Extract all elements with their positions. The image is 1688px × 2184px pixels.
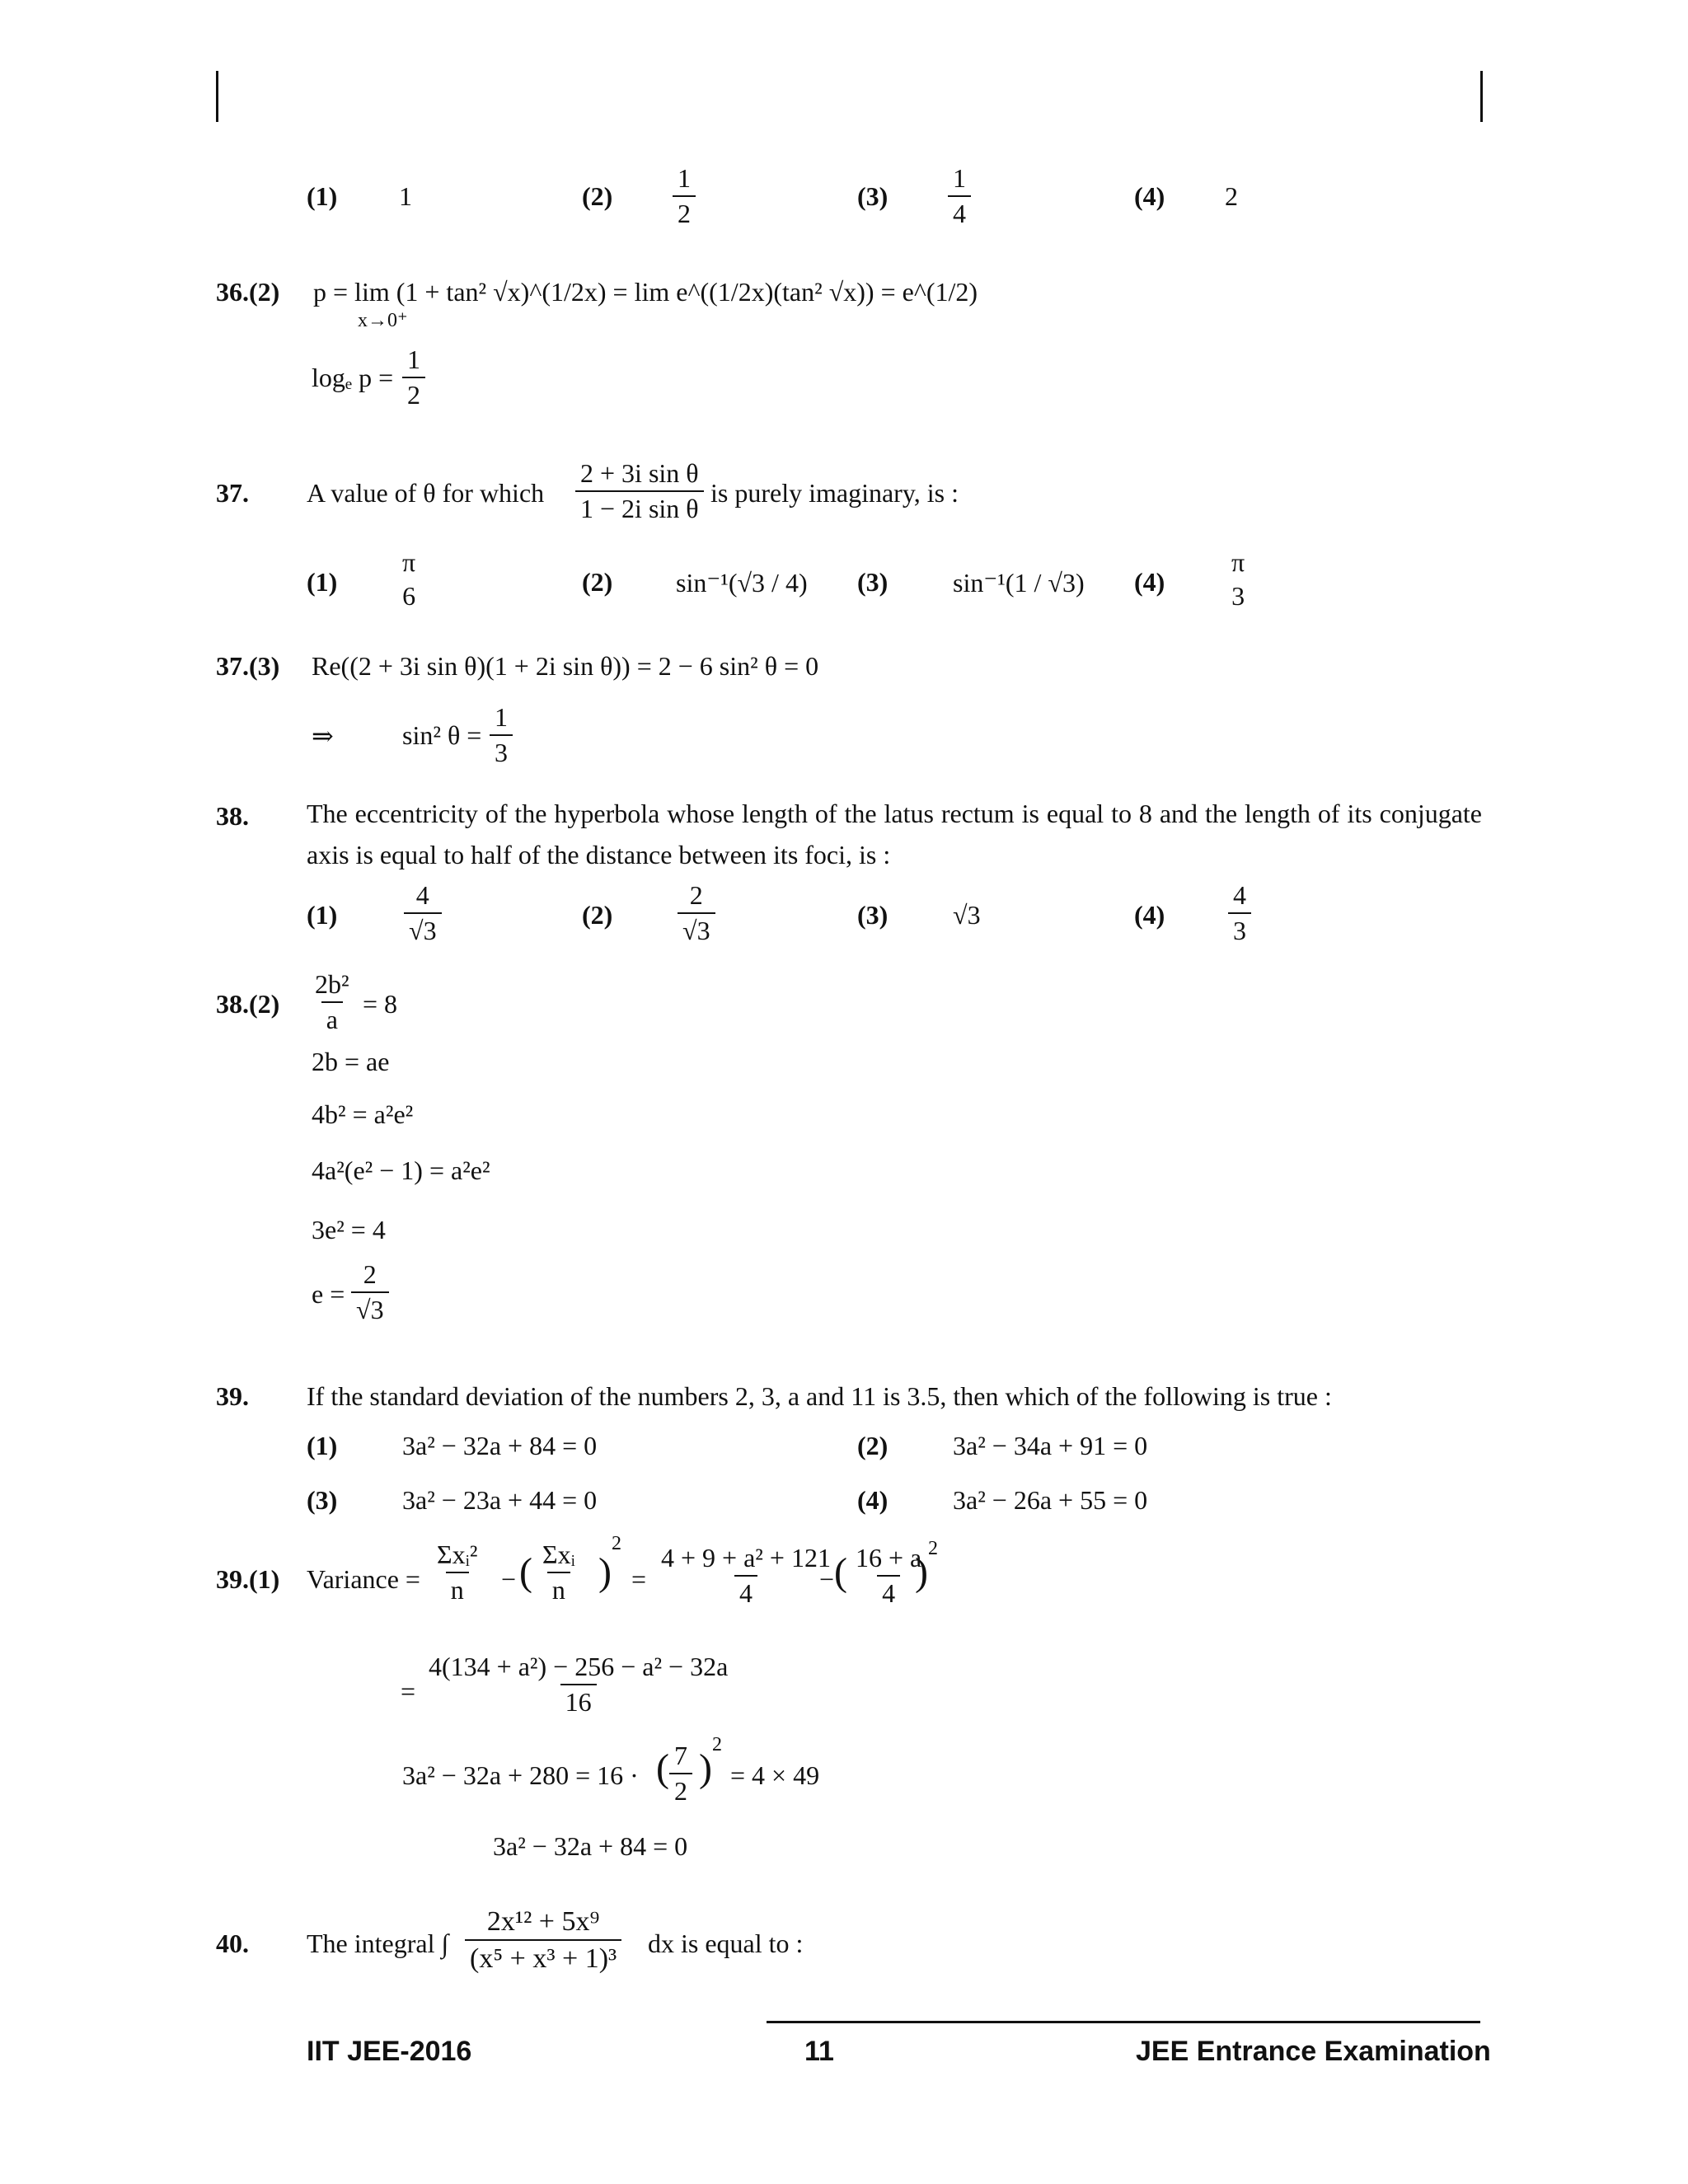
left-paren: ( xyxy=(656,1746,669,1790)
q38-text: The eccentricity of the hyperbola whose length of the latus rectum is equal to 8 and the length of its conjugate axis is equal to half of the distance between its foci, is : xyxy=(307,799,1482,869)
numerator: 4 xyxy=(415,880,429,910)
q40-fraction xyxy=(465,1905,621,1975)
numerator: 2x¹² + 5x⁹ xyxy=(486,1906,600,1937)
sol39-l2-frac xyxy=(424,1652,733,1718)
sol38-l3: 4b² = a²e² xyxy=(312,1099,414,1129)
q36-opt3-num: (3) xyxy=(857,181,889,211)
q36-opt1-num: (1) xyxy=(307,181,338,211)
sol36-lim-sub: x→0⁺ xyxy=(358,310,408,331)
numerator: 2 xyxy=(689,880,703,910)
q37-opt4-frac xyxy=(1226,547,1250,612)
denominator: 3 xyxy=(1228,912,1251,946)
equals-sign: = xyxy=(401,1676,416,1706)
sol39-l3-lhs: 3a² − 32a + 280 = 16 · xyxy=(402,1760,639,1790)
q36-opt2-num: (2) xyxy=(582,181,613,211)
sol39-square: 2 xyxy=(612,1533,621,1554)
q39-opt1-num: (1) xyxy=(307,1431,338,1460)
q39-opt2-val: 3a² − 34a + 91 = 0 xyxy=(953,1431,1148,1460)
q36-opt1-val: 1 xyxy=(399,181,412,211)
q39-text: If the standard deviation of the numbers 2, 3, a and 11 is 3.5, then which of the following is true : xyxy=(307,1381,1332,1411)
denominator: 2 xyxy=(673,195,696,229)
sol39-f2 xyxy=(537,1540,580,1605)
numerator: 7 xyxy=(674,1741,687,1770)
sol37-arrow: ⇒ xyxy=(312,721,334,751)
denominator: 6 xyxy=(402,580,416,611)
q38-opt3-num: (3) xyxy=(857,900,889,930)
denominator: (x⁵ + x³ + 1)³ xyxy=(465,1939,621,1975)
q38-opt2-num: (2) xyxy=(582,900,613,930)
sol39-f1 xyxy=(432,1540,482,1605)
denominator: 4 xyxy=(734,1575,757,1609)
q38-opt2-frac xyxy=(678,880,715,946)
sol37-line2-frac xyxy=(490,702,513,768)
q36-opt2-frac xyxy=(673,163,696,229)
sol39-square: 2 xyxy=(712,1734,722,1755)
denominator: a xyxy=(321,1001,343,1035)
footer-right: JEE Entrance Examination xyxy=(1136,2036,1491,2067)
numerator: Σxᵢ² xyxy=(437,1540,478,1569)
q39-opt4-val: 3a² − 26a + 55 = 0 xyxy=(953,1485,1148,1515)
q39-opt2-num: (2) xyxy=(857,1431,889,1460)
q37-opt2-num: (2) xyxy=(582,567,613,597)
sol38-l2: 2b = ae xyxy=(312,1047,390,1076)
sol39-l3-rhs: = 4 × 49 xyxy=(730,1760,820,1790)
sol38-l1-frac xyxy=(310,969,354,1035)
q36-opt4-val: 2 xyxy=(1225,181,1238,211)
sol38-l5: 3e² = 4 xyxy=(312,1215,386,1244)
sol39-f3 xyxy=(656,1543,836,1609)
q40-label: 40. xyxy=(216,1929,249,1958)
denominator: n xyxy=(446,1572,469,1605)
denominator: √3 xyxy=(404,912,442,946)
denominator: √3 xyxy=(678,912,715,946)
sol38-l6-lhs: e = xyxy=(312,1279,345,1309)
sol39-label: 39.(1) xyxy=(216,1564,280,1594)
sol39-variance: Variance = xyxy=(307,1564,420,1594)
denominator: 4 xyxy=(877,1575,900,1609)
q38-opt4-frac xyxy=(1228,880,1251,946)
right-paren: ) xyxy=(915,1550,928,1594)
equals-sign: = xyxy=(631,1564,647,1594)
denominator: √3 xyxy=(351,1291,389,1325)
sol38-l6-frac xyxy=(351,1259,389,1325)
sol37-label: 37.(3) xyxy=(216,651,280,681)
denominator: 3 xyxy=(490,734,513,768)
footer-left: IIT JEE-2016 xyxy=(307,2036,472,2067)
q39-opt3-val: 3a² − 23a + 44 = 0 xyxy=(402,1485,598,1515)
q40-text-after: dx is equal to : xyxy=(648,1929,804,1958)
q38-opt1-num: (1) xyxy=(307,900,338,930)
sol36-line1: p = lim (1 + tan² √x)^(1/2x) = lim e^((1/2x)(tan² √x)) = e^(1/2) xyxy=(313,277,978,307)
q37-opt3-num: (3) xyxy=(857,567,889,597)
footer-rule xyxy=(767,2021,1480,2023)
q39-opt3-num: (3) xyxy=(307,1485,338,1515)
sol39-l4: 3a² − 32a + 84 = 0 xyxy=(493,1831,688,1861)
numerator: 4 + 9 + a² + 121 xyxy=(661,1543,831,1572)
q37-label: 37. xyxy=(216,478,249,508)
q37-opt4-num: (4) xyxy=(1134,567,1165,597)
numerator: π xyxy=(1231,547,1245,577)
sol36-line2-lhs: logₑ p = xyxy=(312,363,394,392)
q36-opt4-num: (4) xyxy=(1134,181,1165,211)
sol39-square: 2 xyxy=(928,1538,938,1559)
q38-opt1-frac xyxy=(404,880,442,946)
right-paren: ) xyxy=(699,1746,712,1790)
sol37-line2-lhs: sin² θ = xyxy=(402,720,482,750)
q39-label: 39. xyxy=(216,1381,249,1411)
denominator: 2 xyxy=(669,1773,692,1807)
numerator: 1 xyxy=(407,344,420,374)
q37-opt2-expr: sin⁻¹(√3 / 4) xyxy=(676,568,808,598)
minus-sign: − xyxy=(819,1564,835,1594)
crop-mark-right xyxy=(1480,71,1483,122)
denominator: 2 xyxy=(402,377,425,410)
numerator: 1 xyxy=(495,702,508,732)
right-paren: ) xyxy=(598,1550,612,1594)
numerator: Σxᵢ xyxy=(542,1540,575,1569)
q37-fraction xyxy=(575,458,704,524)
numerator: 1 xyxy=(678,163,691,193)
numerator: 16 + a xyxy=(856,1543,922,1572)
sol38-l4: 4a²(e² − 1) = a²e² xyxy=(312,1155,490,1185)
q37-opt1-frac xyxy=(397,547,420,612)
numerator: 1 xyxy=(953,163,966,193)
q37-opt3-expr: sin⁻¹(1 / √3) xyxy=(953,568,1085,598)
q38-opt4-num: (4) xyxy=(1134,900,1165,930)
minus-sign: − xyxy=(501,1564,517,1594)
numerator: 2 + 3i sin θ xyxy=(580,458,699,488)
sol39-l3-frac xyxy=(669,1741,692,1807)
sol38-label: 38.(2) xyxy=(216,989,280,1019)
numerator: 4 xyxy=(1233,880,1246,910)
sol36-label: 36.(2) xyxy=(216,277,280,307)
denominator: n xyxy=(547,1572,570,1605)
denominator: 4 xyxy=(948,195,971,229)
sol37-line1: Re((2 + 3i sin θ)(1 + 2i sin θ)) = 2 − 6 sin² θ = 0 xyxy=(312,651,819,681)
q39-opt4-num: (4) xyxy=(857,1485,889,1515)
sol38-l1-rhs: = 8 xyxy=(363,989,398,1019)
q37-text-before: A value of θ for which xyxy=(307,478,545,508)
denominator: 16 xyxy=(560,1684,597,1718)
q36-opt3-frac xyxy=(948,163,971,229)
q38-opt3-val: √3 xyxy=(953,900,981,930)
q39-opt1-val: 3a² − 32a + 84 = 0 xyxy=(402,1431,598,1460)
numerator: π xyxy=(402,547,416,577)
numerator: 4(134 + a²) − 256 − a² − 32a xyxy=(429,1652,729,1681)
numerator: 2b² xyxy=(315,969,349,999)
denominator: 1 − 2i sin θ xyxy=(575,490,704,524)
q38-label: 38. xyxy=(216,801,249,831)
left-paren: ( xyxy=(834,1550,847,1594)
q40-text-before: The integral ∫ xyxy=(307,1929,449,1958)
sol36-line2-frac xyxy=(402,344,425,410)
page-number: 11 xyxy=(804,2036,834,2067)
denominator: 3 xyxy=(1231,580,1245,611)
numerator: 2 xyxy=(363,1259,377,1289)
crop-mark-left xyxy=(216,71,218,122)
q37-text-after: is purely imaginary, is : xyxy=(710,478,959,508)
q37-opt1-num: (1) xyxy=(307,567,338,597)
left-paren: ( xyxy=(519,1550,532,1594)
